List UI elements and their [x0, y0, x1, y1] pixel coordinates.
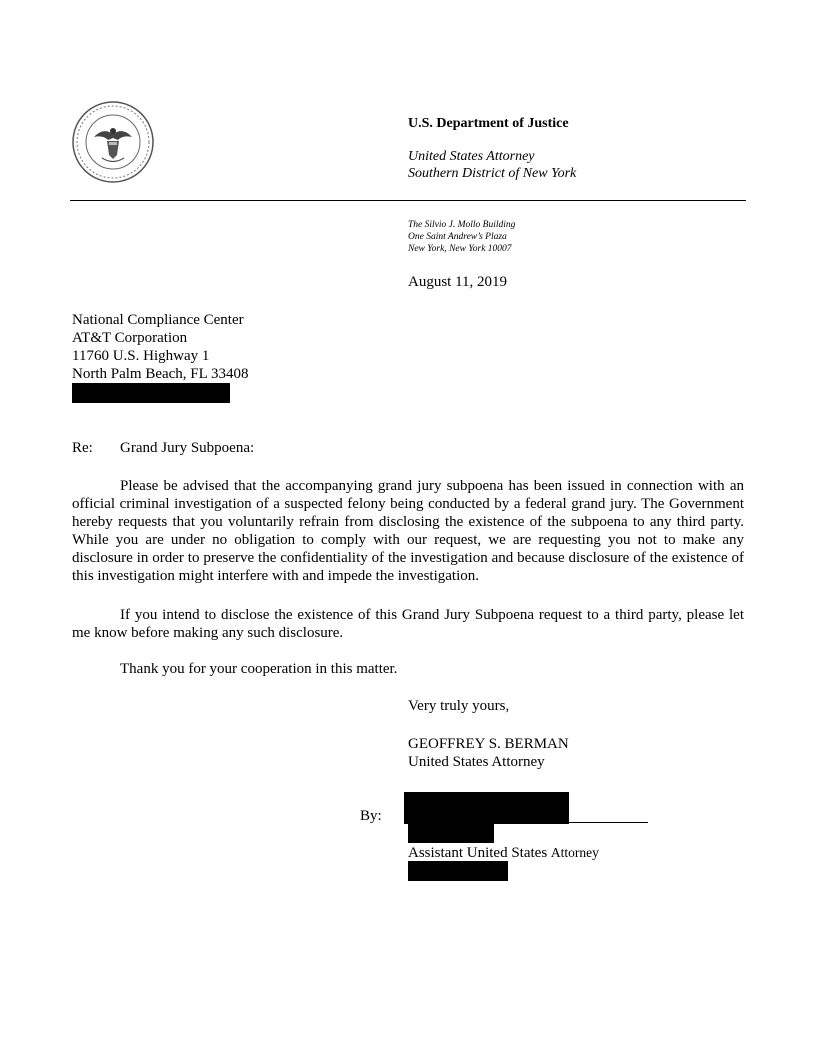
redaction-block-signature — [404, 792, 569, 824]
office-address — [408, 219, 515, 255]
body-paragraph-2: If you intend to disclose the existence of this Grand Jury Subpoena request to a third party, please let me know before making any such disclosure. — [72, 607, 744, 641]
ausa-title-tail: Attorney — [550, 845, 599, 860]
recipient-line-2: AT&T Corporation — [72, 330, 188, 346]
recipient-line-1: National Compliance Center — [72, 312, 244, 328]
letterhead-divider — [70, 200, 746, 201]
department-title: U.S. Department of Justice — [408, 116, 569, 131]
office-address-line-1: The Silvio J. Mollo Building — [408, 220, 516, 230]
by-label: By: — [360, 808, 382, 824]
ausa-title — [408, 845, 599, 862]
re-label: Re: — [72, 440, 93, 456]
office-line-1: United States Attorney — [408, 149, 535, 164]
re-subject: Grand Jury Subpoena: — [120, 440, 255, 456]
signer-block — [408, 735, 569, 771]
recipient-address — [72, 311, 249, 383]
signer-name: GEOFFREY S. BERMAN — [408, 736, 569, 752]
signer-title: United States Attorney — [408, 754, 545, 770]
recipient-line-3: 11760 U.S. Highway 1 — [72, 348, 210, 364]
ausa-title-main: Assistant United States — [408, 845, 551, 861]
office-address-line-2: One Saint Andrew’s Plaza — [408, 232, 507, 242]
letter-date: August 11, 2019 — [408, 274, 508, 290]
office-name — [408, 148, 576, 182]
signature-line — [568, 822, 648, 823]
body-paragraph-3: Thank you for your cooperation in this matter. — [120, 661, 398, 677]
closing-salutation: Very truly yours, — [408, 698, 510, 714]
body-paragraph-1: Please be advised that the accompanying grand jury subpoena has been issued in connection with an official criminal investigation of a suspected felony being conducted by a federal grand jury. The Government hereby requests that you voluntarily refrain from disclosing the existence of the subpoena to any third party. While you are under no obligation to comply with our request, we are requesting you not to make any disclosure in order to preserve the confidentiality of the investigation and because disclosure of the existence of this investigation might interfere with and impede the investigation. — [72, 478, 744, 584]
recipient-line-4: North Palm Beach, FL 33408 — [72, 366, 249, 382]
redaction-block-contact — [408, 861, 508, 881]
office-address-line-3: New York, New York 10007 — [408, 244, 512, 254]
office-line-2: Southern District of New York — [408, 166, 577, 181]
redaction-block-recipient — [72, 383, 230, 403]
doj-seal-icon — [72, 101, 154, 183]
redaction-block-signer-name — [408, 824, 494, 843]
